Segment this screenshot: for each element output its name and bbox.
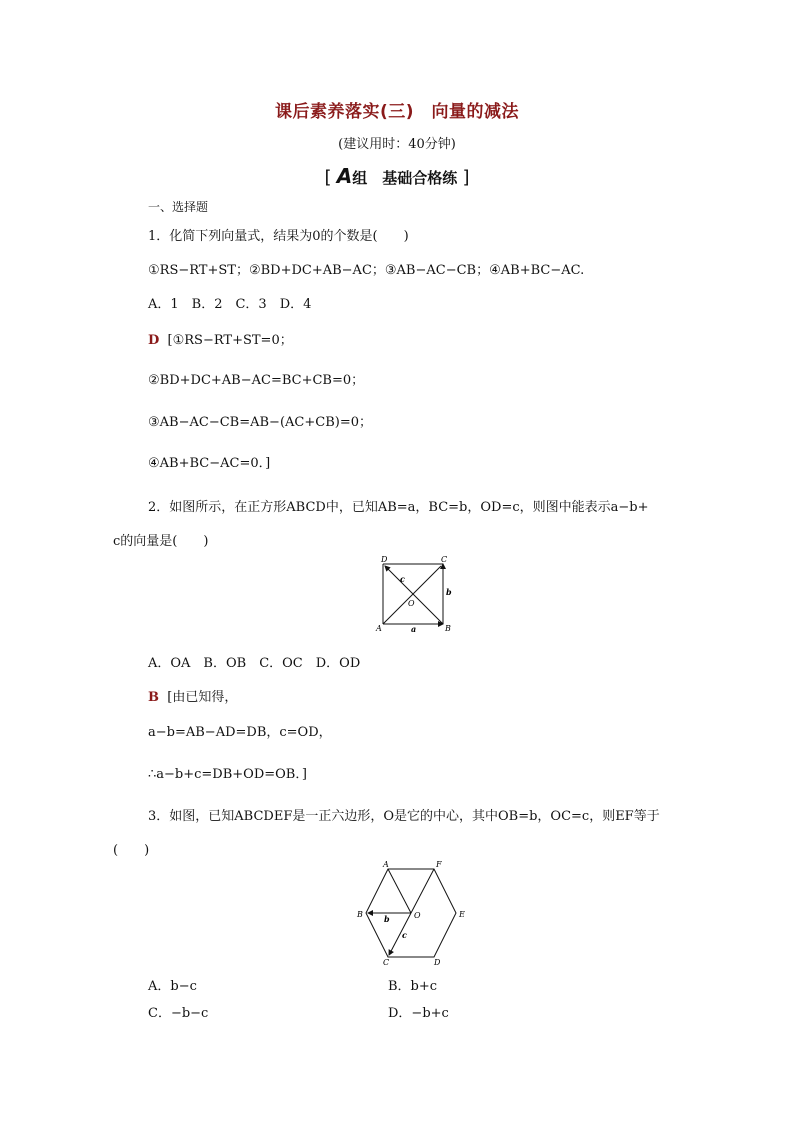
q1-options: A．1 B．2 C．3 D．4 — [148, 297, 312, 312]
hex-label-e: E — [459, 910, 465, 919]
label-a: A — [376, 624, 382, 633]
q3-option-b: B．b+c — [388, 979, 438, 994]
time-hint: (建议用时：40分钟) — [338, 137, 456, 152]
diag-oc — [413, 566, 441, 594]
seg-ao — [388, 869, 411, 913]
q1-solution-line2: ②BD+DC+AB−AC=BC+CB=0； — [148, 373, 365, 388]
vector-od — [385, 566, 413, 594]
label-vec-a: a — [411, 624, 417, 634]
label-c: C — [441, 555, 448, 564]
hexagon-figure — [352, 860, 472, 966]
hex-label-a: A — [383, 860, 389, 869]
hex-label-d: D — [434, 958, 441, 966]
hex-label-o: O — [414, 911, 421, 920]
hex-label-vec-b: b — [384, 914, 390, 924]
vector-oc — [389, 913, 411, 955]
q1-solution-line4: ④AB+BC−AC=0．] — [148, 456, 271, 471]
square-figure — [370, 552, 460, 634]
q2-stem-line1: 2．如图所示，在正方形ABCD中，已知AB=a，BC=b，OD=c，则图中能表示a−b+ — [148, 500, 649, 515]
group-letter: A — [336, 164, 353, 188]
hex-label-c: C — [383, 958, 390, 966]
q1-stem: 1．化简下列向量式，结果为0的个数是( ) — [148, 229, 409, 244]
q1-solution-line3: ③AB−AC−CB=AB−(AC+CB)=0； — [148, 415, 372, 430]
section-title: 一、选择题 — [148, 200, 209, 214]
q2-stem-line2: c的向量是( ) — [113, 534, 209, 549]
q2-answer: B — [148, 690, 159, 705]
q3-option-a: A．b−c — [148, 979, 197, 994]
label-vec-b: b — [446, 587, 452, 597]
group-label: 组 基础合格练 — [352, 169, 458, 187]
label-b: B — [445, 624, 451, 633]
hex-label-f: F — [436, 860, 442, 869]
group-heading — [0, 164, 794, 188]
seg-fo — [411, 869, 434, 913]
label-d: D — [381, 555, 388, 564]
q2-solution-line3: ∴a−b+c=DB+OD=OB．] — [148, 767, 307, 782]
q1-solution-text1: [①RS−RT+ST=0； — [167, 333, 293, 348]
hex-label-vec-c: c — [402, 930, 407, 940]
diag-ob — [413, 594, 443, 624]
q1-expressions: ①RS−RT+ST；②BD+DC+AB−AC；③AB−AC−CB；④AB+BC−AC. — [148, 263, 585, 278]
q3-option-d: D．−b+c — [388, 1006, 449, 1021]
label-vec-c: c — [400, 574, 405, 584]
page-title: 课后素养落实(三) 向量的减法 — [274, 102, 520, 122]
group-open-bracket: [ — [324, 167, 332, 188]
q3-option-c: C．−b−c — [148, 1006, 209, 1021]
q3-stem-line1: 3．如图，已知ABCDEF是一正六边形，O是它的中心，其中OB=b，OC=c，则EF等于 — [148, 809, 660, 824]
group-close-bracket: ] — [462, 167, 470, 188]
q2-options: A．OA B．OB C．OC D．OD — [148, 656, 361, 671]
q1-answer: D — [148, 333, 160, 348]
q1-solution-line1 — [148, 329, 293, 348]
q3-stem-line2: ( ) — [113, 843, 150, 858]
q2-solution-line2: a−b=AB−AD=DB，c=OD， — [148, 725, 332, 740]
label-o: O — [408, 599, 415, 608]
hex-label-b: B — [357, 910, 363, 919]
q2-solution-line1 — [148, 686, 237, 705]
q2-solution-text1: [由已知得， — [167, 690, 238, 705]
